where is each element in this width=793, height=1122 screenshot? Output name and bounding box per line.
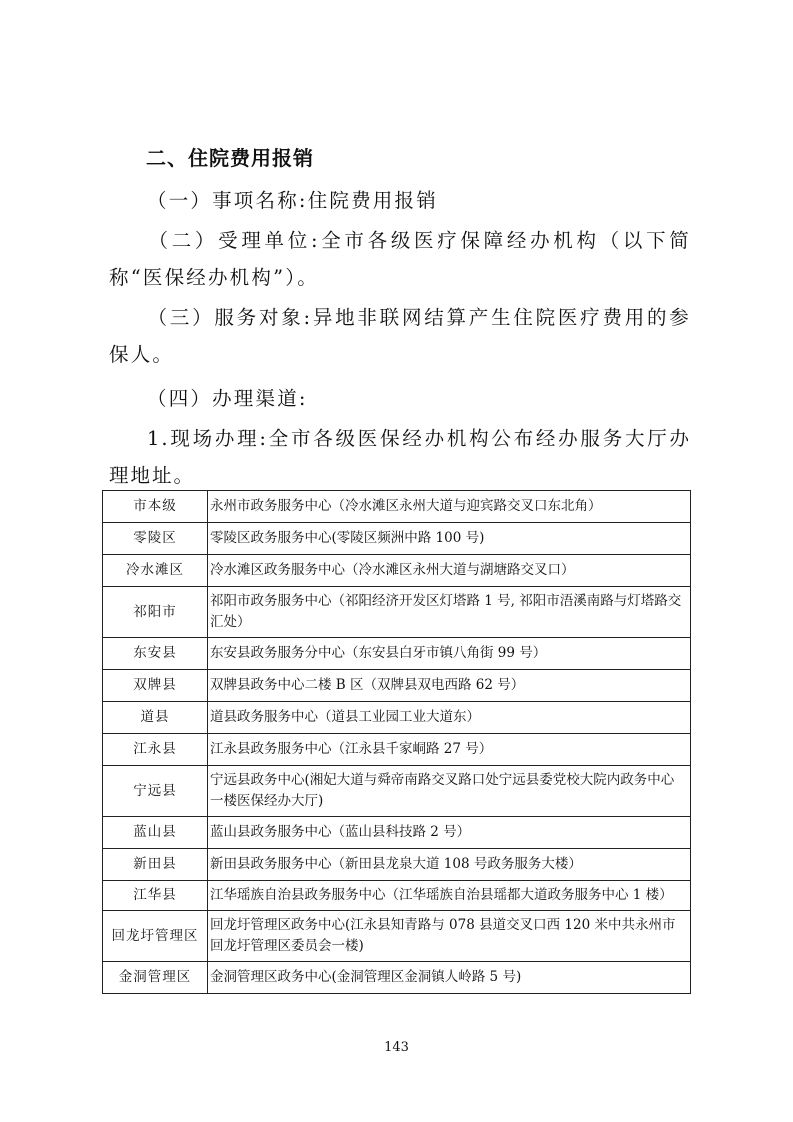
region-cell: 回龙圩管理区: [103, 911, 208, 962]
location-cell: 道县政务服务中心（道县工业园工业大道东）: [208, 702, 691, 734]
table-row: [103, 587, 691, 638]
item-accepting-unit: [109, 222, 691, 296]
item-channels: [109, 380, 691, 417]
location-cell: 双牌县政务中心二楼 B 区（双牌县双电西路 62 号）: [208, 670, 691, 702]
table-row: [103, 849, 691, 881]
table-row: [103, 638, 691, 670]
item-text: 全市各级医保经办机构公布经办服务大厅办理地址。: [109, 427, 691, 487]
location-cell: 祁阳市政务服务中心（祁阳经济开发区灯塔路 1 号, 祁阳市浯溪南路与灯塔路交汇处）: [208, 587, 691, 638]
item-label: （一）: [147, 189, 213, 212]
item-title: 服务对象:: [214, 306, 313, 329]
location-cell: 新田县政务服务中心（新田县龙泉大道 108 号政务服务大楼）: [208, 849, 691, 881]
item-text: 住院费用报销: [307, 189, 438, 212]
table-row: [103, 881, 691, 911]
item-onsite: [109, 420, 691, 494]
item-name: [109, 182, 691, 219]
region-cell: 祁阳市: [103, 587, 208, 638]
table-row: [103, 555, 691, 587]
region-cell: 双牌县: [103, 670, 208, 702]
region-cell: 市本级: [103, 491, 208, 523]
table-row: [103, 523, 691, 555]
table-row: [103, 670, 691, 702]
location-cell: 蓝山县政务服务中心（蓝山县科技路 2 号）: [208, 817, 691, 849]
item-label: （二）: [147, 229, 219, 252]
region-cell: 冷水滩区: [103, 555, 208, 587]
location-cell: 宁远县政务中心(湘妃大道与舜帝南路交叉路口处宁远县委党校大院内政务中心一楼医保经办大厅): [208, 766, 691, 817]
region-cell: 东安县: [103, 638, 208, 670]
item-title: 事项名称:: [212, 189, 308, 212]
address-table-body: [103, 491, 691, 994]
item-label: （三）: [147, 306, 215, 329]
location-cell: 冷水滩区政务服务中心（冷水滩区永州大道与湖塘路交叉口）: [208, 555, 691, 587]
item-text: 异地非联网结算产生住院医疗费用的参保人。: [109, 306, 691, 366]
region-cell: 零陵区: [103, 523, 208, 555]
region-cell: 江永县: [103, 734, 208, 766]
table-row: [103, 817, 691, 849]
item-label: （四）: [147, 387, 213, 410]
region-cell: 蓝山县: [103, 817, 208, 849]
page-number: 143: [384, 1040, 409, 1055]
section-heading: 二、住院费用报销: [146, 146, 314, 170]
address-table: [102, 490, 691, 994]
item-title: 办理渠道:: [212, 387, 308, 410]
item-label: 1.: [147, 427, 170, 450]
table-row: [103, 766, 691, 817]
table-row: [103, 702, 691, 734]
table-row: [103, 491, 691, 523]
location-cell: 永州市政务服务中心（冷水滩区永州大道与迎宾路交叉口东北角）: [208, 491, 691, 523]
item-service-target: [109, 299, 691, 373]
location-cell: 回龙圩管理区政务中心(江永县知青路与 078 县道交叉口西 120 米中共永州市回龙圩管理区委员会一楼): [208, 911, 691, 962]
region-cell: 宁远县: [103, 766, 208, 817]
location-cell: 零陵区政务服务中心(零陵区频洲中路 100 号): [208, 523, 691, 555]
table-row: [103, 911, 691, 962]
table-row: [103, 734, 691, 766]
location-cell: 江华瑶族自治县政务服务中心（江华瑶族自治县瑶都大道政务服务中心 1 楼）: [208, 881, 691, 911]
location-cell: 东安县政务服务分中心（东安县白牙市镇八角街 99 号）: [208, 638, 691, 670]
region-cell: 道县: [103, 702, 208, 734]
item-text: 全市各级医疗保障经办机构（以下简称“医保经办机构”）。: [109, 229, 691, 289]
item-title: 受理单位:: [218, 229, 320, 252]
location-cell: 江永县政务服务中心（江永县千家峒路 27 号）: [208, 734, 691, 766]
item-title: 现场办理:: [169, 427, 268, 450]
region-cell: 江华县: [103, 881, 208, 911]
location-cell: 金洞管理区政务中心(金洞管理区金洞镇人岭路 5 号): [208, 962, 691, 994]
region-cell: 新田县: [103, 849, 208, 881]
table-row: [103, 962, 691, 994]
region-cell: 金洞管理区: [103, 962, 208, 994]
